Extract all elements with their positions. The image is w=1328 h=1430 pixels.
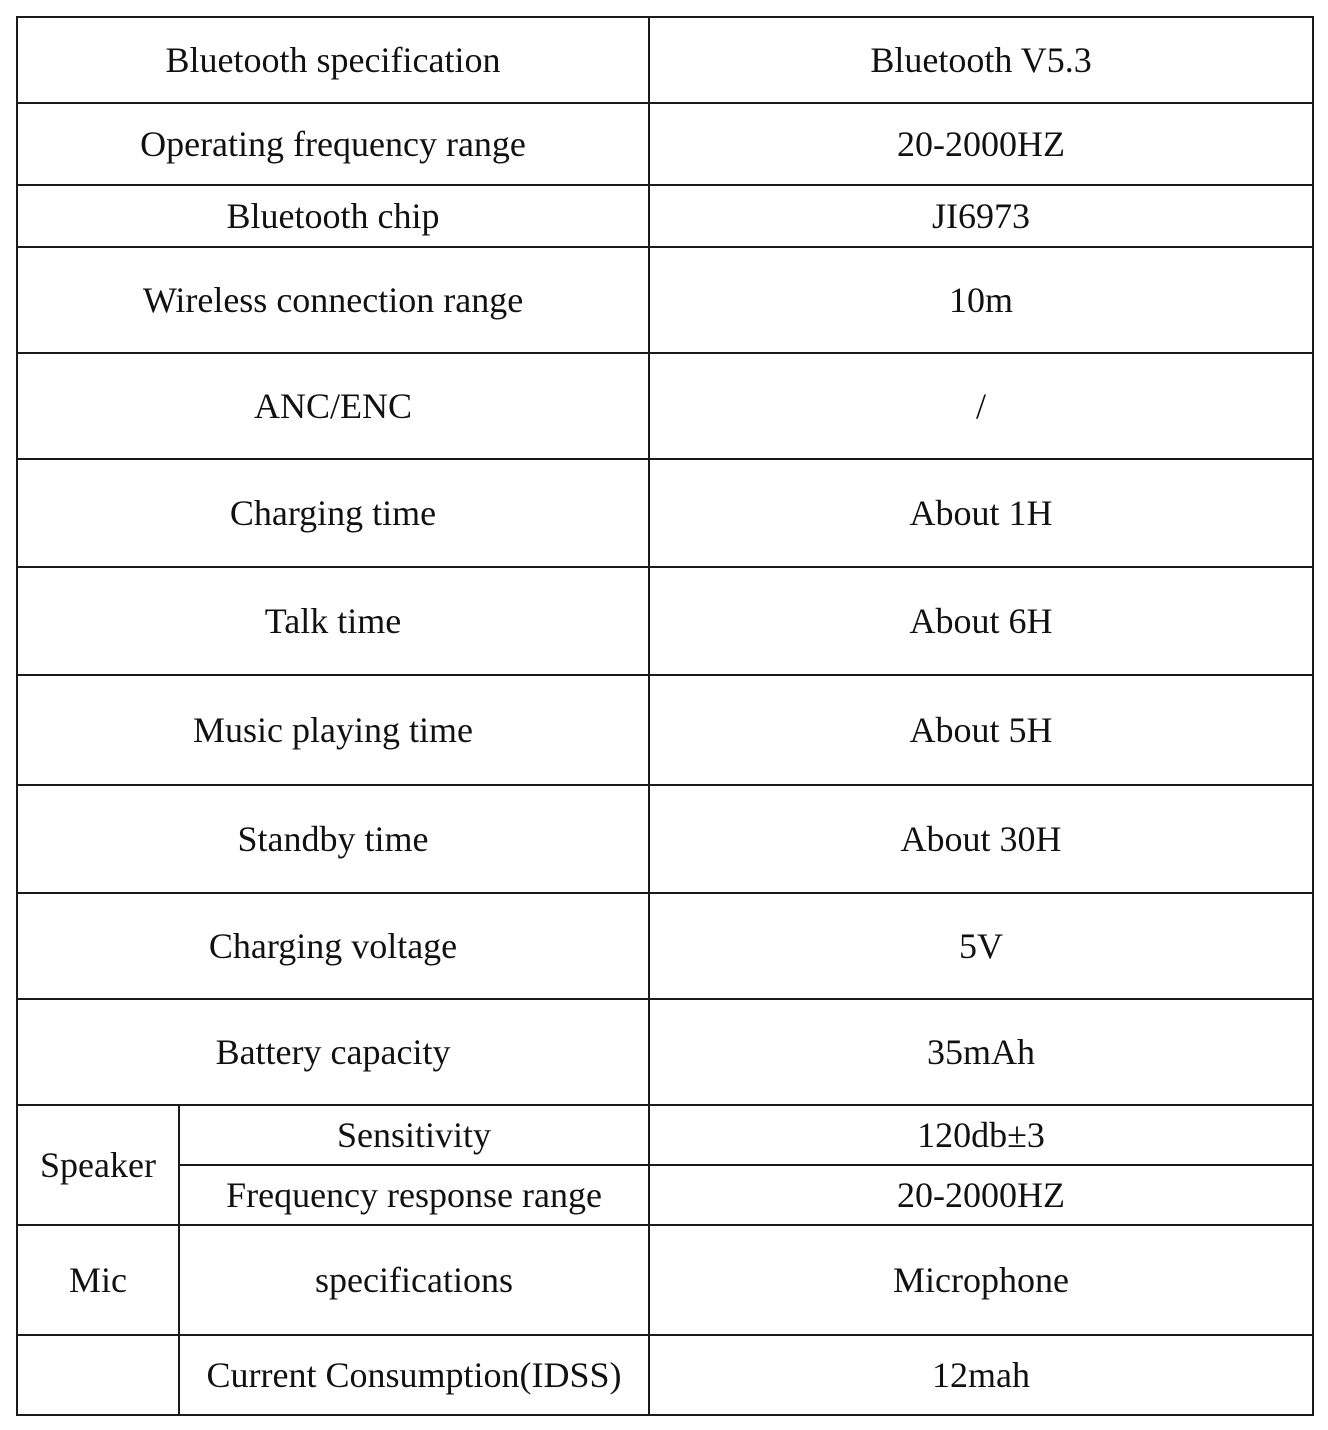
spec-value: Microphone [649,1225,1313,1335]
table-row [17,1165,1313,1225]
spec-value: About 5H [649,675,1313,785]
spec-label: Frequency response range [179,1165,649,1225]
spec-label: Talk time [17,567,649,675]
spec-value: About 6H [649,567,1313,675]
spec-label: Operating frequency range [17,103,649,185]
spec-value: JI6973 [649,185,1313,247]
speaker-group-label: Speaker [17,1105,179,1225]
spec-value: About 1H [649,459,1313,567]
mic-group-label: Mic [17,1225,179,1335]
spec-label: Bluetooth specification [17,17,649,103]
spec-label: Battery capacity [17,999,649,1105]
table-row [17,1105,1313,1165]
table-row [17,999,1313,1105]
spec-value: About 30H [649,785,1313,893]
table-row [17,459,1313,567]
spec-value: 35mAh [649,999,1313,1105]
spec-label: Charging voltage [17,893,649,999]
spec-value: 120db±3 [649,1105,1313,1165]
spec-value: 12mah [649,1335,1313,1415]
table-row [17,893,1313,999]
table-row [17,675,1313,785]
spec-value: 20-2000HZ [649,103,1313,185]
table-row [17,185,1313,247]
table-row [17,1225,1313,1335]
table-row [17,103,1313,185]
spec-value: 5V [649,893,1313,999]
spec-value: Bluetooth V5.3 [649,17,1313,103]
spec-label: Current Consumption(IDSS) [179,1335,649,1415]
spec-label: Music playing time [17,675,649,785]
spec-value: / [649,353,1313,459]
spec-label: Bluetooth chip [17,185,649,247]
spec-value: 20-2000HZ [649,1165,1313,1225]
table-row [17,567,1313,675]
table-row [17,17,1313,103]
spec-label: specifications [179,1225,649,1335]
spec-label: Standby time [17,785,649,893]
spec-label: Charging time [17,459,649,567]
spec-label: Wireless connection range [17,247,649,353]
spec-table [16,16,1314,1416]
table-row [17,785,1313,893]
spec-value: 10m [649,247,1313,353]
table-row [17,1335,1313,1415]
table-row [17,353,1313,459]
spec-label: Sensitivity [179,1105,649,1165]
spec-label: ANC/ENC [17,353,649,459]
table-row [17,247,1313,353]
empty-group-cell [17,1335,179,1415]
